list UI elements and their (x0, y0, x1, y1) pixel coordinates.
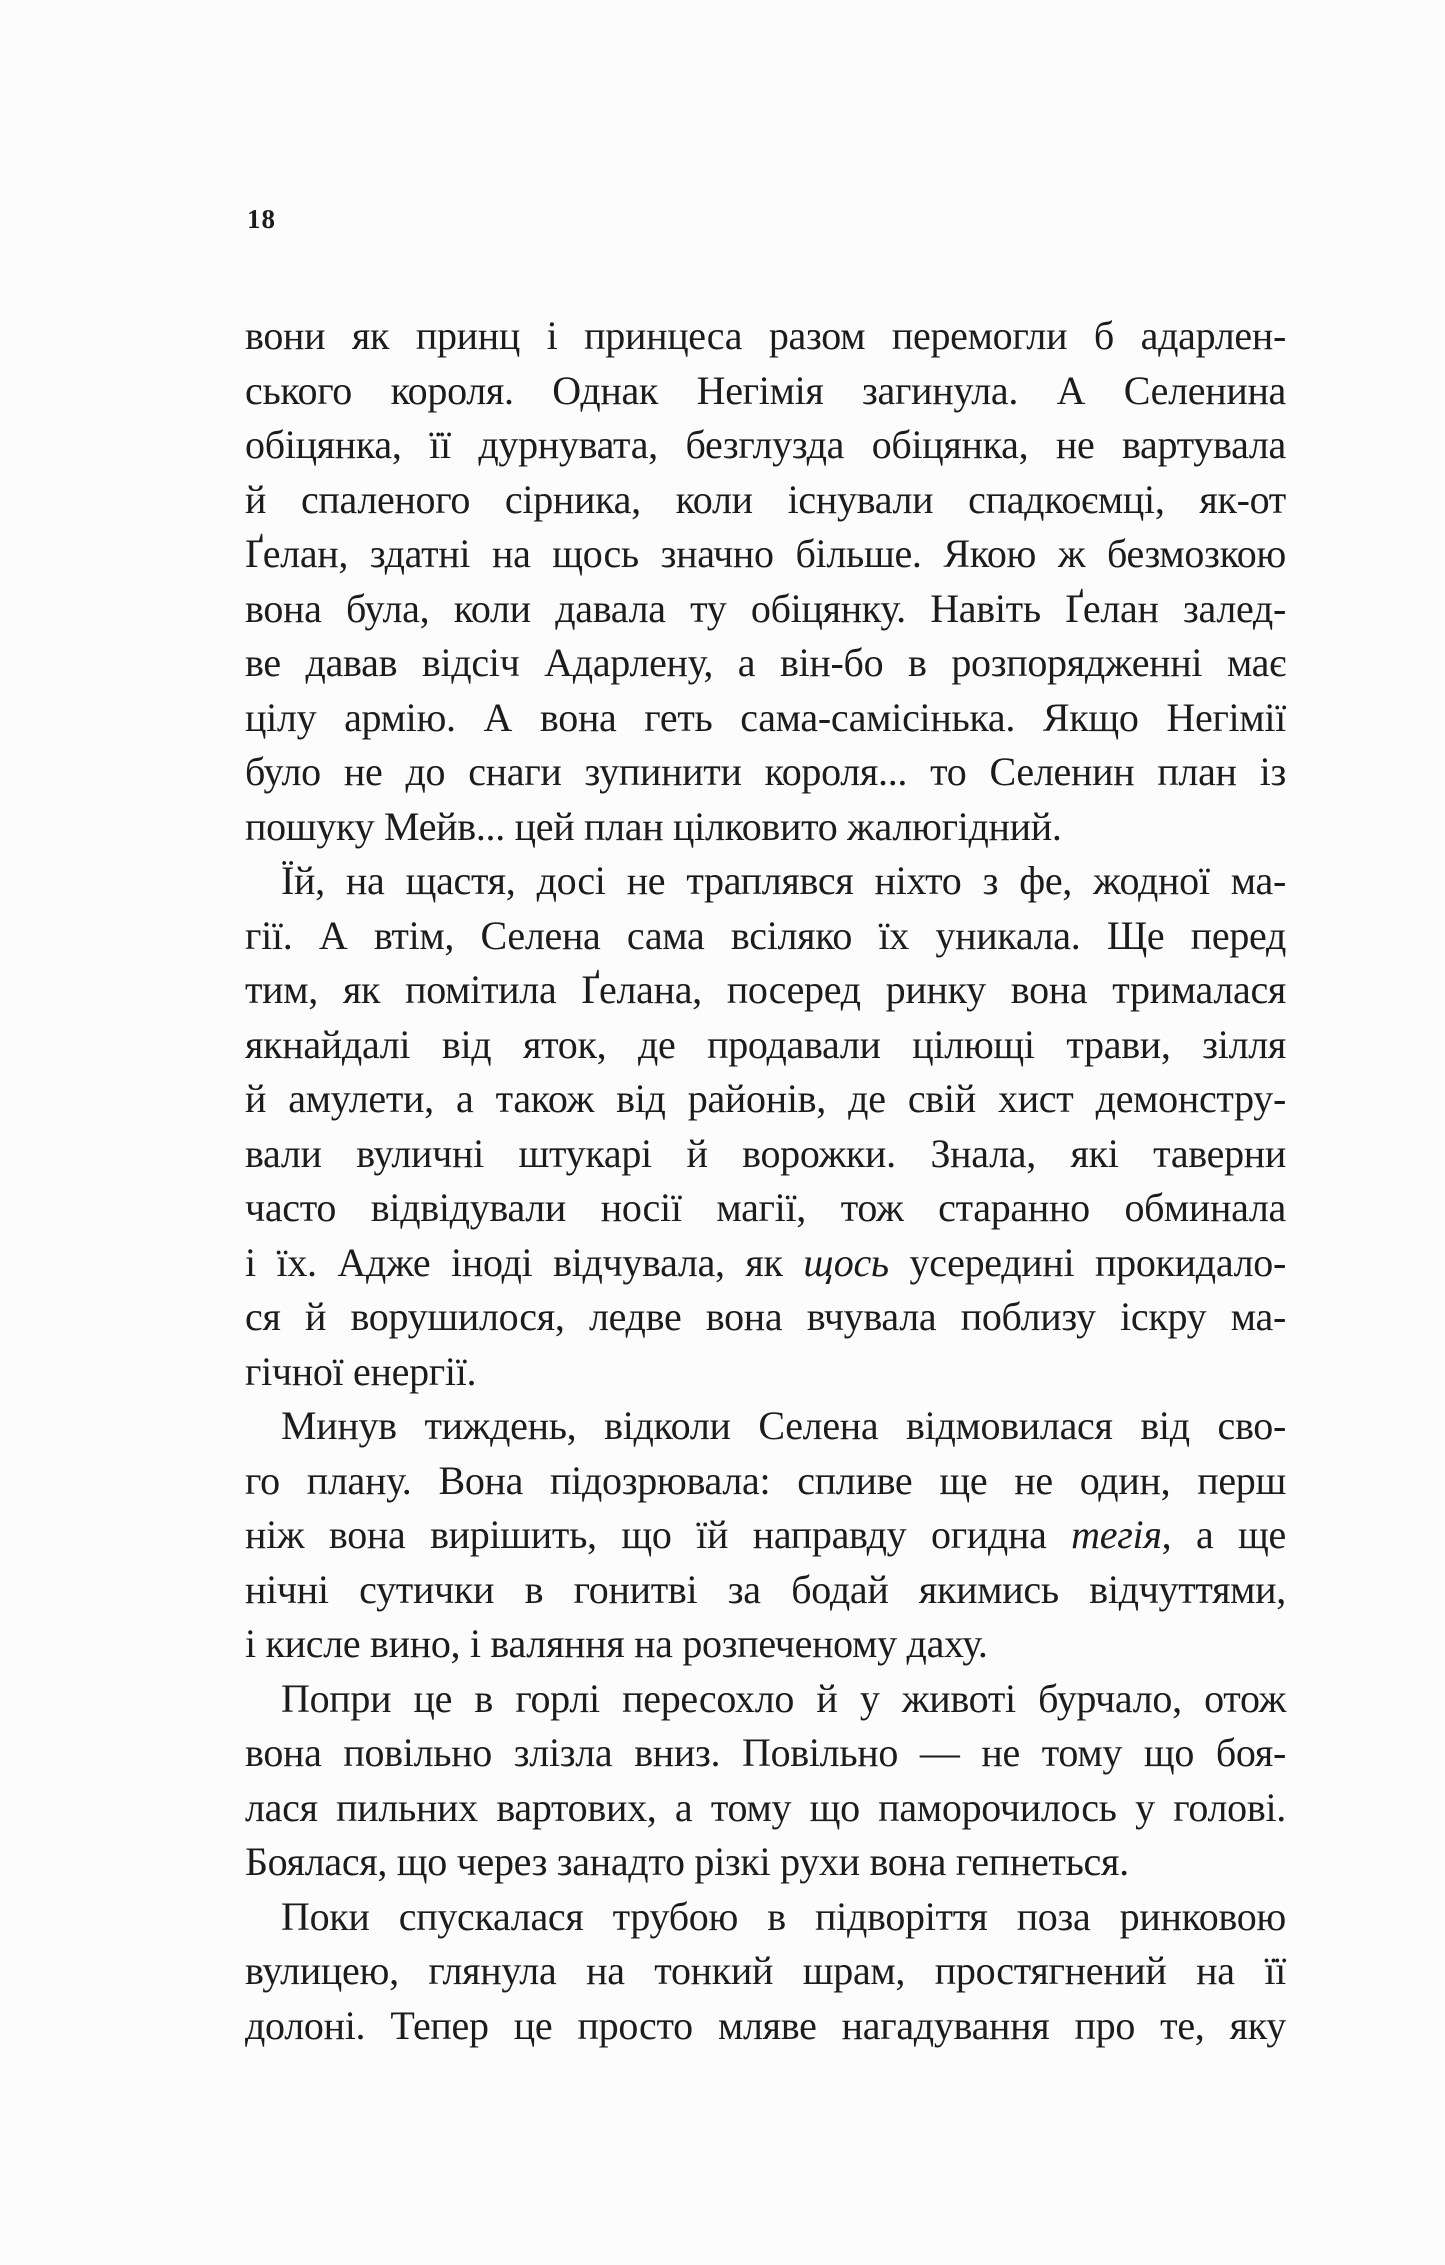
text-segment: вони як принц і принцеса разом перемогли б адарлен- (245, 313, 1286, 358)
text-segment: обіцянка, її дурнувата, безглузда обіцянка, не вартувала (245, 422, 1286, 467)
text-segment: усередині прокидало- (888, 1239, 1287, 1285)
text-segment: Попри це в горлі пересохло й у животі бурчало, отож (281, 1675, 1286, 1721)
text-segment: якнайдалі від яток, де продавали цілющі трави, зілля (245, 1021, 1286, 1067)
text-segment: Ґелан, здатні на щось значно більше. Якою ж безмозкою (245, 531, 1286, 576)
text-line (245, 364, 1286, 419)
text-line (245, 1835, 1286, 1890)
text-segment: було не до снаги зупинити короля... то Селенин план із (245, 749, 1286, 794)
text-line (245, 691, 1286, 746)
page-number: 18 (247, 204, 276, 234)
text-segment: вали вуличні штукарі й ворожки. Знала, які таверни (245, 1130, 1286, 1176)
text-segment: вона була, коли давала ту обіцянку. Навіть Ґелан залед- (245, 585, 1286, 631)
text-segment: й спаленого сірника, коли існували спадкоємці, як-от (245, 476, 1286, 522)
text-segment: гічної енергії. (245, 1348, 477, 1394)
text-line (245, 1726, 1286, 1781)
text-segment: і їх. Адже іноді відчувала, як (245, 1239, 804, 1285)
text-line (245, 527, 1286, 582)
text-line (245, 1454, 1286, 1509)
text-line (245, 1563, 1286, 1618)
text-segment: ського короля. Однак Негімія загинула. А Селенина (245, 367, 1286, 413)
text-segment: часто відвідували носії магії, тож старанно обминала (245, 1185, 1286, 1230)
text-line (245, 1072, 1286, 1127)
text-segment: го плану. Вона підозрювала: спливе ще не один, перш (245, 1457, 1286, 1503)
text-segment: Минув тиждень, відколи Селена відмовилася від сво- (281, 1403, 1286, 1448)
text-block (245, 309, 1286, 2053)
text-segment: ся й ворушилося, ледве вона вчувала поблизу іскру ма- (245, 1294, 1286, 1339)
text-line (245, 745, 1286, 800)
text-segment: лася пильних вартових, а тому що паморочилось у голові. (245, 1784, 1286, 1830)
text-segment: вона повільно злізла вниз. Повільно — не тому що боя- (245, 1730, 1286, 1775)
text-segment: ве давав відсіч Адарлену, а він-бо в розпорядженні має (245, 640, 1286, 685)
text-line (245, 1236, 1286, 1291)
text-line (245, 582, 1286, 637)
text-segment: й амулети, а також від районів, де свій хист демонстру- (245, 1076, 1286, 1121)
italic-word: щось (803, 1239, 889, 1285)
text-segment: нічні сутички в гонитві за бодай якимись відчуттями, (245, 1566, 1286, 1612)
text-line (245, 1617, 1286, 1672)
text-segment: і кисле вино, і валяння на розпеченому даху. (245, 1621, 988, 1666)
text-line (245, 473, 1286, 528)
text-line (245, 1181, 1286, 1236)
text-line (245, 1672, 1286, 1727)
text-segment: вулицею, глянула на тонкий шрам, простягнений на її (245, 1948, 1286, 1993)
text-line (245, 963, 1286, 1018)
text-line (245, 1944, 1286, 1999)
text-line (245, 800, 1286, 855)
text-line (245, 1127, 1286, 1182)
text-line (245, 309, 1286, 364)
text-segment: тим, як помітила Ґелана, посеред ринку вона трималася (245, 967, 1286, 1012)
text-segment: долоні. Тепер це просто мляве нагадування про те, яку (245, 2002, 1286, 2048)
text-line (245, 1290, 1286, 1345)
text-segment: Поки спускалася трубою в підворіття поза ринковою (281, 1893, 1286, 1939)
text-line (245, 1781, 1286, 1836)
text-segment: пошуку Мейв... цей план цілковито жалюгідний. (245, 803, 1062, 849)
text-segment: ніж вона вирішить, що їй направду огидна (245, 1512, 1072, 1557)
text-line (245, 1508, 1286, 1563)
text-segment: цілу армію. А вона геть сама-самісінька. Якщо Негімії (245, 694, 1286, 740)
text-line (245, 636, 1286, 691)
text-line (245, 854, 1286, 909)
text-segment: гії. А втім, Селена сама всіляко їх уникала. Ще перед (245, 912, 1286, 958)
text-line (245, 1345, 1286, 1400)
text-line (245, 1999, 1286, 2054)
text-line (245, 418, 1286, 473)
text-line (245, 1890, 1286, 1945)
text-segment: Їй, на щастя, досі не траплявся ніхто з фе, жодної ма- (281, 858, 1286, 903)
text-line (245, 1018, 1286, 1073)
text-line (245, 1399, 1286, 1454)
italic-word: тегія (1071, 1512, 1162, 1557)
text-segment: , а ще (1161, 1512, 1286, 1557)
text-line (245, 909, 1286, 964)
text-segment: Боялася, що через занадто різкі рухи вона гепнеться. (245, 1839, 1129, 1884)
